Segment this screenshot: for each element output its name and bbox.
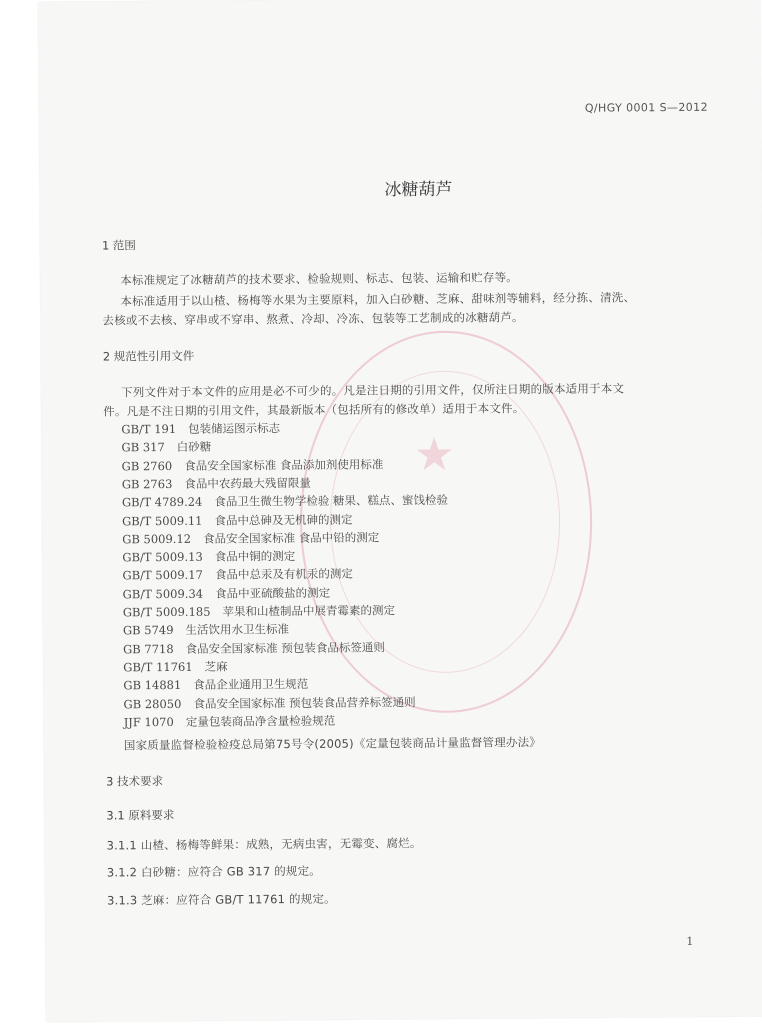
- reference-title: 芝麻: [204, 659, 228, 674]
- reference-title: 白砂糖: [176, 439, 212, 455]
- reference-code: GB 2760: [121, 458, 173, 473]
- reference-title: 食品中总砷及无机砷的测定: [214, 512, 353, 528]
- reference-title: 食品中铜的测定: [214, 549, 296, 564]
- reference-code: GB/T 5009.34: [122, 586, 204, 602]
- reference-title: 食品卫生微生物学检验 糖果、糕点、蜜饯检验: [214, 492, 449, 509]
- section-1-paragraph-2-line-2: 去核或不去核、穿串或不穿串、熬煮、冷却、冷冻、包装等工艺制成的冰糖葫芦。: [102, 310, 524, 328]
- reference-item: [122, 529, 379, 547]
- reference-item: [123, 658, 228, 675]
- reference-title: 食品企业通用卫生规范: [193, 677, 309, 692]
- section-1-paragraph-1: 本标准规定了冰糖葫芦的技术要求、检验规则、标志、包装、运输和贮存等。: [120, 270, 519, 288]
- standard-code: Q/HGY 0001 S—2012: [584, 100, 709, 115]
- document-page: [38, 0, 762, 1022]
- page-number: 1: [686, 934, 694, 948]
- reference-item: [124, 712, 336, 730]
- reference-item: [122, 511, 353, 529]
- reference-title: 食品安全国家标准 食品中铅的测定: [203, 530, 380, 546]
- reference-code: GB/T 5009.17: [122, 568, 203, 583]
- reference-code: GB 5009.12: [122, 531, 192, 547]
- section-2-paragraph-line-2: 件。凡是不注日期的引用文件，其最新版本（包括所有的修改单）适用于本文件。: [103, 401, 525, 419]
- section-1-paragraph-2-line-1: 本标准适用于以山楂、杨梅等水果为主要原料，加入白砂糖、芝麻、甜味剂等辅料，经分拣、清洗、: [120, 290, 636, 309]
- section-2-heading: 2 规范性引用文件: [102, 348, 195, 364]
- reference-item: [122, 548, 295, 565]
- clause-3-1-3: 3.1.3 芝麻：应符合 GB/T 11761 的规定。: [107, 891, 336, 908]
- reference-title: 食品中农药最大残留限量: [184, 475, 311, 491]
- reference-title: 食品安全国家标准 食品添加剂使用标准: [184, 456, 384, 473]
- reference-title: 食品安全国家标准 预包装食品营养标签通则: [193, 694, 416, 711]
- section-3-heading: 3 技术要求: [106, 774, 164, 789]
- reference-item: [123, 621, 289, 638]
- document-title: 冰糖葫芦: [384, 179, 453, 201]
- reference-title: 定量包装商品净含量检验规范: [185, 713, 336, 729]
- reference-code: GB/T 11761: [123, 659, 193, 675]
- reference-code: GB/T 191: [121, 421, 177, 437]
- reference-item: [123, 602, 395, 620]
- reference-code: GB 14881: [123, 678, 182, 693]
- reference-code: GB 2763: [121, 476, 173, 492]
- reference-title: 食品中总汞及有机汞的测定: [214, 566, 353, 583]
- section-1-heading: 1 范围: [101, 238, 136, 253]
- reference-item: [123, 694, 415, 712]
- reference-item: [121, 439, 211, 456]
- clause-3-1-2: 3.1.2 白砂糖：应符合 GB 317 的规定。: [106, 863, 322, 880]
- reference-code: GB 5749: [122, 623, 174, 638]
- reference-regulation: 国家质量监督检验检疫总局第75号令(2005)《定量包装商品计量监督管理办法》: [123, 735, 542, 753]
- seal-star-icon: ★: [413, 426, 456, 482]
- reference-title: 生活饮用水卫生标准: [185, 622, 290, 638]
- reference-code: GB 317: [121, 440, 165, 455]
- reference-item: [123, 676, 308, 693]
- reference-item: [122, 492, 448, 511]
- section-2-paragraph-line-1: 下列文件对于本文件的应用是必不可少的。凡是注日期的引用文件，仅所注日期的版本适用于本文: [121, 381, 625, 400]
- reference-code: GB/T 5009.185: [122, 604, 211, 620]
- reference-code: GB/T 5009.13: [122, 549, 203, 565]
- reference-item: [123, 639, 385, 657]
- reference-item: [122, 456, 384, 474]
- reference-code: GB 28050: [123, 696, 182, 711]
- reference-title: 食品中亚硫酸盐的测定: [215, 585, 331, 601]
- reference-code: JJF 1070: [123, 714, 174, 730]
- reference-title: 食品安全国家标准 预包装食品标签通则: [185, 639, 385, 656]
- reference-title: 包装储运图示标志: [188, 421, 281, 436]
- clause-3-1-1: 3.1.1 山楂、杨梅等鲜果：成熟，无病虫害，无霉变、腐烂。: [106, 836, 422, 853]
- reference-code: GB 7718: [123, 641, 174, 656]
- reference-code: GB/T 5009.11: [122, 513, 203, 528]
- reference-item: [122, 566, 353, 584]
- reference-item: [123, 584, 331, 602]
- reference-item: [121, 420, 280, 437]
- section-3-1-heading: 3.1 原料要求: [106, 807, 175, 823]
- reference-title: 苹果和山楂制品中展青霉素的测定: [222, 603, 396, 619]
- reference-item: [122, 475, 311, 492]
- reference-code: GB/T 4789.24: [121, 494, 203, 510]
